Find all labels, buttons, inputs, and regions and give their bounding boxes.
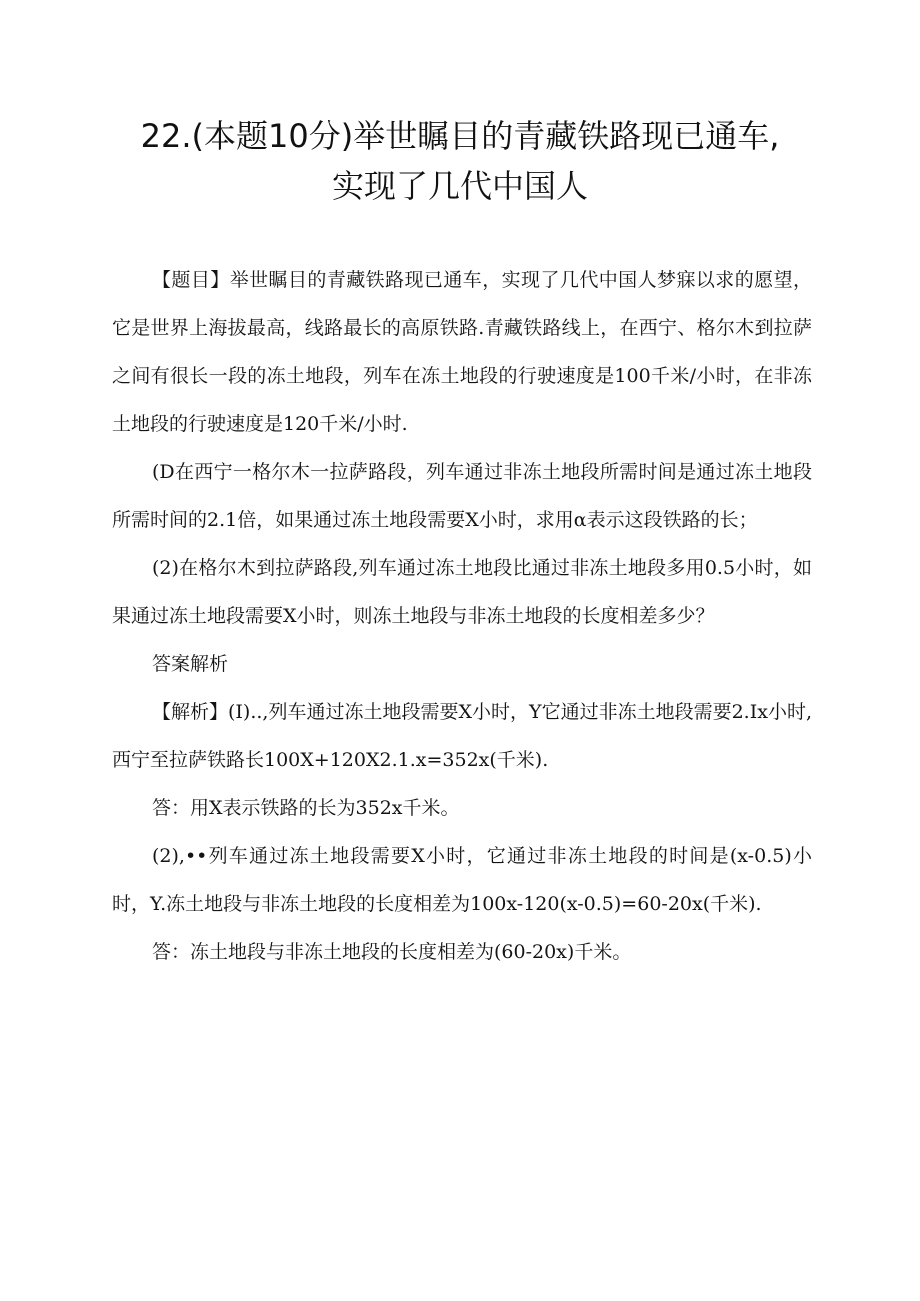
document-title-line-1: 22.(本题10分)举世瞩目的青藏铁路现已通车,	[140, 117, 780, 155]
question-part-1: (D在西宁一格尔木一拉萨路段，列车通过非冻土地段所需时间是通过冻土地段所需时间的2.1倍，如果通过冻土地段需要X小时，求用α表示这段铁路的长；	[112, 461, 812, 531]
document-title-line-2: 实现了几代中国人	[331, 167, 588, 205]
solution-paragraph-1: 【解析】(I)..,列车通过冻土地段需要X小时，Y它通过非冻土地段需要2.Ix小时,西宁至拉萨铁路长100X+120X2.1.x=352x(千米).	[112, 701, 812, 771]
document-body	[112, 256, 812, 976]
answer-part-1: 答：用X表示铁路的长为352x千米。	[152, 797, 460, 819]
question-paragraph: 【题目】举世瞩目的青藏铁路现已通车，实现了几代中国人梦寐以求的愿望，它是世界上海拔最高，线路最长的高原铁路.青藏铁路线上，在西宁、格尔木到拉萨之间有很长一段的冻土地段，列车在冻土地段的行驶速度是100千米/小时，在非冻土地段的行驶速度是120千米/小时.	[112, 269, 812, 435]
solution-paragraph-2: (2),••列车通过冻土地段需要X小时，它通过非冻土地段的时间是(x-0.5)小时，Y.冻土地段与非冻土地段的长度相差为100x-120(x-0.5)=60-20x(千米).	[112, 845, 812, 915]
question-part-2: (2)在格尔木到拉萨路段,列车通过冻土地段比通过非冻土地段多用0.5小时，如果通过冻土地段需要X小时，则冻土地段与非冻土地段的长度相差多少？	[112, 557, 812, 627]
answer-part-2: 答：冻土地段与非冻土地段的长度相差为(60-20x)千米。	[152, 941, 632, 963]
answer-heading: 答案解析	[152, 653, 229, 675]
